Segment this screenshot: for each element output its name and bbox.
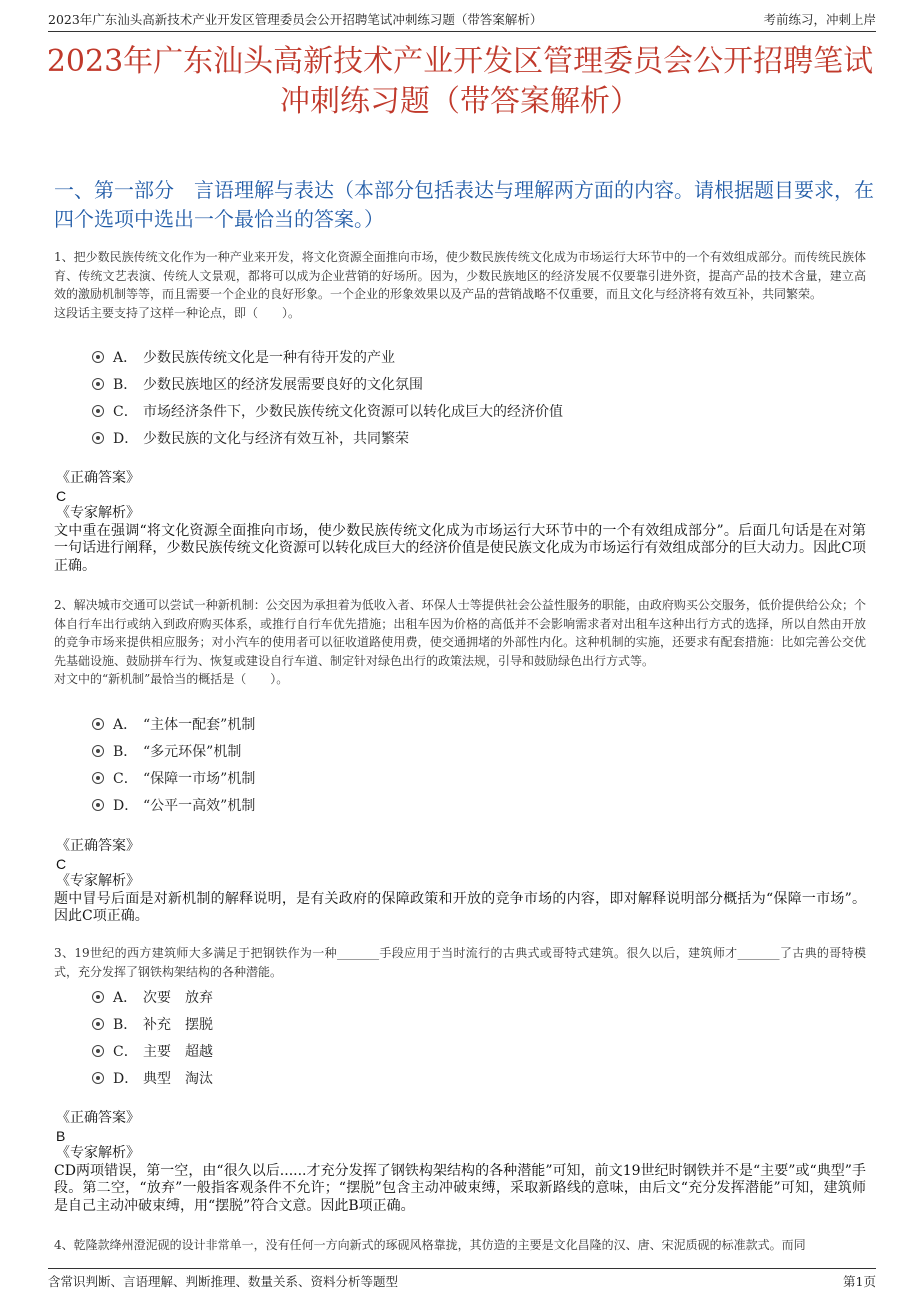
question-stem: 2、解决城市交通可以尝试一种新机制：公交因为承担着为低收入者、环保人士等提供社会公益性服务的职能，由政府购买公交服务，低价提供给公众；个体自行车出行或纳入到政府购买体系，或推行自行车优先措施；出租车因为价格的高低并不会影响需求者对出租车这种出行方式的选择，所以自然由开放的竞争市场来提供相应服务；对小汽车的使用者可以征收道路使用费，使交通拥堵的外部性内化。这种机制的实施，还要求有配套措施：比如完善公交优先基础设施、鼓励拼车行为、恢复或建设自行车道、制定针对绿色出行的政策法规，引导和鼓励绿色出行方式等。 (54, 598, 866, 668)
option-text: 少数民族传统文化是一种有待开发的产业 (143, 349, 395, 366)
question-stem: 1、把少数民族传统文化作为一种产业来开发，将文化资源全面推向市场，使少数民族传统文化成为市场运行大环节中的一个有效组成部分。而传统民族体育、传统文艺表演、传统人文景观，都将可以成为企业营销的好场所。因为，少数民族地区的经济发展不仅要靠引进外资，提高产品的技术含量，建立高效的激励机制等等，而且需要一个企业的良好形象。一个企业的形象效果以及产品的营销战略不仅重要，而且文化与经济将有效互补，共同繁荣。 (54, 250, 866, 301)
option-c[interactable] (92, 1037, 792, 1064)
page-header (48, 8, 876, 32)
question-2-options (92, 710, 792, 818)
question-1-answer-block (54, 470, 866, 575)
option-letter: D． (113, 1070, 139, 1087)
analysis-label: 《专家解析》 (56, 1145, 140, 1161)
option-text: “多元环保”机制 (143, 743, 242, 760)
analysis-text: CD两项错误，第一空，由“很久以后......才充分发挥了钢铁构架结构的各种潜能”可知，前文19世纪时钢铁并不是“主要”或“典型”手段。第二空，“放弃”一般指客观条件不允许；“摆脱”包含主动冲破束缚，采取新路线的意味，由后文“充分发挥潜能”可知，建筑师是自己主动冲破束缚，用“摆脱”符合文意。因此B项正确。 (54, 1162, 866, 1214)
radio-icon[interactable] (92, 1045, 104, 1057)
option-letter: A． (113, 716, 138, 733)
option-b[interactable] (92, 1010, 792, 1037)
correct-answer: C (56, 855, 67, 872)
option-letter: C． (113, 770, 138, 787)
header-doc-title: 2023年广东汕头高新技术产业开发区管理委员会公开招聘笔试冲刺练习题（带答案解析） (48, 12, 543, 27)
answer-label: 《正确答案》 (56, 470, 140, 486)
question-4 (54, 1236, 866, 1255)
option-text: “主体一配套”机制 (143, 716, 256, 733)
option-text: 次要 放弃 (143, 989, 213, 1006)
option-letter: A． (113, 989, 138, 1006)
question-1-options (92, 343, 792, 451)
section-heading: 一、第一部分 言语理解与表达（本部分包括表达与理解两方面的内容。请根据题目要求，在四个选项中选出一个最恰当的答案。） (54, 178, 874, 231)
option-d[interactable] (92, 791, 792, 818)
option-text: 补充 摆脱 (143, 1016, 213, 1033)
question-2 (54, 596, 866, 689)
option-text: “保障一市场”机制 (143, 770, 256, 787)
answer-label: 《正确答案》 (56, 1110, 140, 1126)
radio-icon[interactable] (92, 718, 104, 730)
analysis-label: 《专家解析》 (56, 505, 140, 521)
option-c[interactable] (92, 397, 792, 424)
analysis-label: 《专家解析》 (56, 873, 140, 889)
option-a[interactable] (92, 710, 792, 737)
document-title (40, 42, 880, 122)
option-text: “公平一高效”机制 (143, 797, 256, 814)
option-text: 主要 超越 (143, 1043, 213, 1060)
option-text: 市场经济条件下，少数民族传统文化资源可以转化成巨大的经济价值 (143, 403, 563, 420)
question-2-answer-block (54, 838, 866, 926)
option-letter: A． (113, 349, 138, 366)
answer-label: 《正确答案》 (56, 838, 140, 854)
question-3-options (92, 983, 792, 1091)
page-footer (48, 1268, 876, 1292)
option-letter: B． (113, 743, 138, 760)
radio-icon[interactable] (92, 405, 104, 417)
option-b[interactable] (92, 737, 792, 764)
analysis-text: 题中冒号后面是对新机制的解释说明，是有关政府的保障政策和开放的竞争市场的内容，即对解释说明部分概括为“保障一市场”。因此C项正确。 (54, 890, 866, 924)
option-a[interactable] (92, 343, 792, 370)
page-number: 第1页 (843, 1274, 876, 1289)
question-stem: 4、乾隆款绛州澄泥砚的设计非常单一，没有任何一方向新式的琢砚风格靠拢，其仿造的主要是文化昌隆的汉、唐、宋泥质砚的标准款式。而同 (54, 1238, 806, 1252)
option-text: 少数民族的文化与经济有效互补，共同繁荣 (143, 430, 409, 447)
option-c[interactable] (92, 764, 792, 791)
option-a[interactable] (92, 983, 792, 1010)
option-d[interactable] (92, 424, 792, 451)
radio-icon[interactable] (92, 432, 104, 444)
option-b[interactable] (92, 370, 792, 397)
option-text: 典型 淘汰 (143, 1070, 213, 1087)
question-prompt: 这段话主要支持了这样一种论点，即（ ）。 (54, 305, 301, 320)
radio-icon[interactable] (92, 1018, 104, 1030)
footer-topics: 含常识判断、言语理解、判断推理、数量关系、资料分析等题型 (48, 1274, 399, 1289)
title-line-2: 冲刺练习题（带答案解析） (280, 84, 640, 119)
radio-icon[interactable] (92, 772, 104, 784)
title-line-1: 2023年广东汕头高新技术产业开发区管理委员会公开招聘笔试 (46, 44, 874, 79)
option-letter: B． (113, 376, 138, 393)
radio-icon[interactable] (92, 351, 104, 363)
question-stem: 3、19世纪的西方建筑师大多满足于把钢铁作为一种_______手段应用于当时流行的古典式或哥特式建筑。很久以后，建筑师才_______了古典的哥特模式，充分发挥了钢铁构架结构的各种潜能。 (54, 946, 866, 979)
correct-answer: C (56, 487, 67, 504)
radio-icon[interactable] (92, 378, 104, 390)
option-letter: D． (113, 797, 139, 814)
option-letter: B． (113, 1016, 138, 1033)
question-3 (54, 944, 866, 981)
option-d[interactable] (92, 1064, 792, 1091)
radio-icon[interactable] (92, 745, 104, 757)
option-letter: D． (113, 430, 139, 447)
radio-icon[interactable] (92, 1072, 104, 1084)
analysis-text: 文中重在强调“将文化资源全面推向市场，使少数民族传统文化成为市场运行大环节中的一个有效组成部分”。后面几句话是在对第一句话进行阐释，少数民族传统文化资源可以转化成巨大的经济价值是使民族文化成为市场运行有效组成部分的巨大动力。因此C项正确。 (54, 522, 866, 574)
header-slogan: 考前练习，冲刺上岸 (763, 12, 876, 27)
option-letter: C． (113, 1043, 138, 1060)
radio-icon[interactable] (92, 991, 104, 1003)
question-prompt: 对文中的“新机制”最恰当的概括是（ ）。 (54, 672, 289, 686)
correct-answer: B (56, 1127, 66, 1144)
question-3-answer-block (54, 1110, 866, 1215)
radio-icon[interactable] (92, 799, 104, 811)
option-text: 少数民族地区的经济发展需要良好的文化氛围 (143, 376, 423, 393)
question-1 (54, 248, 866, 322)
option-letter: C． (113, 403, 138, 420)
